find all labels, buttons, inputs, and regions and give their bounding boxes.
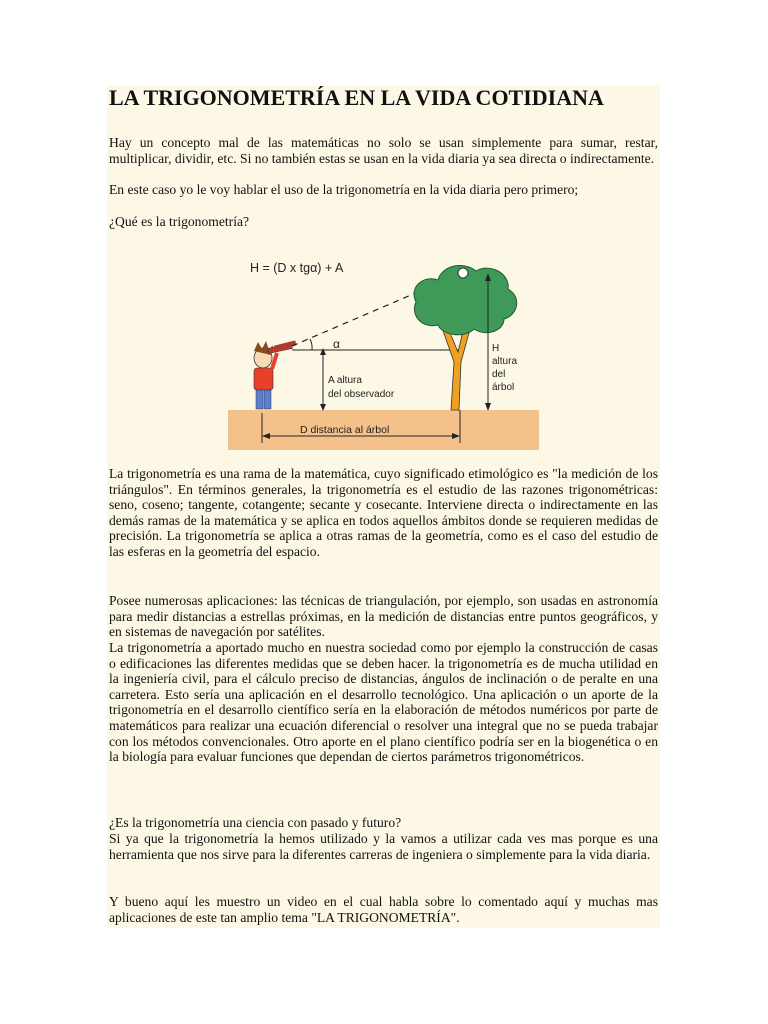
formula-text: H = (D x tgα) + A (250, 261, 344, 275)
tree-height-label-1: altura (492, 356, 518, 367)
question-heading-1: ¿Qué es la trigonometría? (109, 214, 250, 229)
contributions-paragraph: La trigonometría a aportado mucho en nuestra sociedad como por ejemplo la construcción de casas o edificaciones las diferentes medidas que se deben hacer. la trigonometría es de mucha utilidad en la ingeniería civil, para el cálculo preciso de distancias, ángulos de inclinación o de peralte en una carretera. Esto sería una aplicación en el desarrollo tecnológico. Una aplicación o un aporte de la trigonometría en el desarrollo científico sería en la elaboración de métodos numéricos por parte de matemáticos para realizar una ecuación diferencial o resolver una integral que no se pueda trabajar con los métodos convencionales. Otro aporte en el plano científico podría ser en la biogenética o en la biología para evaluar funciones que dependan de ciertos parámetros trigonométricos. (109, 640, 658, 765)
article-title: LA TRIGONOMETRÍA EN LA VIDA COTIDIANA (109, 85, 604, 110)
alpha-symbol: α (333, 337, 340, 351)
illustration-svg (228, 247, 539, 450)
closing-paragraph: Y bueno aquí les muestro un video en el cual habla sobre lo comentado aquí y muchas mas aplicaciones de este tan amplio tema "LA TRIGONOMETRÍA". (109, 894, 658, 925)
angle-arc (310, 339, 312, 350)
paragraph-context: En este caso yo le voy hablar el uso de la trigonometría en la vida diaria pero primero; (109, 182, 579, 197)
observer-figure (254, 341, 292, 409)
tree-height-label-2: del (492, 369, 506, 380)
applications-paragraph: Posee numerosas aplicaciones: las técnicas de triangulación, por ejemplo, son usadas en astronomía para medir distancias a estrellas próximas, en la medición de distancias entre puntos geográficos, y en sistemas de navegación por satélites. (109, 593, 658, 640)
intro-paragraph: Hay un concepto mal de las matemáticas no solo se usan simplemente para sumar, restar, multiplicar, dividir, etc. Si no también estas se usan en la vida diaria ya sea directa o indirectamente. (109, 135, 658, 166)
question-heading-2: ¿Es la trigonometría una ciencia con pasado y futuro? (109, 815, 402, 830)
tree-height-symbol: H (492, 343, 500, 354)
tree-height-label-3: árbol (492, 382, 515, 393)
tree-top-target (458, 268, 468, 278)
observer-height-label-2: del observador (328, 389, 395, 400)
distance-label: D distancia al árbol (300, 424, 390, 436)
trigonometry-illustration (228, 247, 539, 450)
definition-paragraph: La trigonometría es una rama de la matemática, cuyo significado etimológico es "la medición de los triángulos". En términos generales, la trigonometría es el estudio de las razones trigonométricas: seno, coseno; tangente, cotangente; secante y cosecante. Interviene directa o indirectamente en las demás ramas de la matemática y se aplica en todos aquellos ámbitos donde se requieren medidas de precisión. La trigonometría se aplica a otras ramas de la geometría, como es el caso del estudio de las esferas en la geometría del espacio. (109, 466, 658, 559)
observer-height-label: A altura (328, 375, 362, 386)
tree-trunk (441, 323, 470, 410)
answer-paragraph: Si ya que la trigonometría la hemos utilizado y la vamos a utilizar cada ves mas porque es una herramienta que nos sirve para la diferentes carreras de ingeniera o simplemente para la vida diaria. (109, 831, 658, 862)
